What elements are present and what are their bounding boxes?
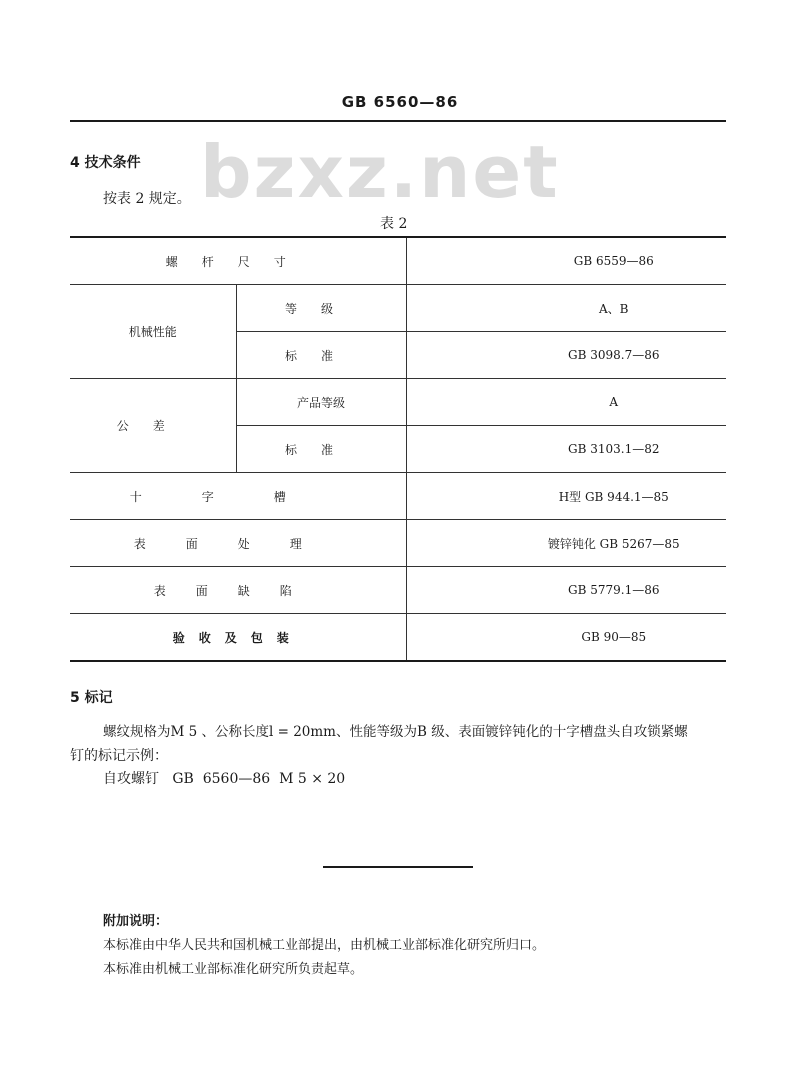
row-value: GB 3103.1—82 — [406, 426, 726, 473]
row-value: H型 GB 944.1—85 — [406, 473, 726, 520]
spec-table — [70, 236, 726, 662]
row-sublabel: 产品等级 — [236, 379, 406, 426]
row-value: GB 6559—86 — [406, 237, 726, 285]
row-sublabel: 等级 — [236, 285, 406, 332]
watermark: bzxz.net — [200, 130, 560, 214]
table-row — [70, 520, 726, 567]
table-row — [70, 473, 726, 520]
table-row — [70, 567, 726, 614]
row-sublabel: 标准 — [236, 426, 406, 473]
footer-rule — [323, 866, 473, 868]
table-row — [70, 237, 726, 285]
section-5-heading: 5 标记 — [70, 690, 113, 706]
row-value: GB 90—85 — [406, 614, 726, 662]
row-value: 镀锌钝化 GB 5267—85 — [406, 520, 726, 567]
row-value: A、B — [406, 285, 726, 332]
notes-title: 附加说明： — [103, 914, 169, 929]
section-4-text: 按表 2 规定。 — [103, 191, 191, 207]
row-value: GB 5779.1—86 — [406, 567, 726, 614]
header-rule — [70, 120, 726, 122]
marking-example: 自攻螺钉 GB 6560—86 M 5 × 20 — [103, 771, 346, 787]
table-row — [70, 379, 726, 426]
notes-line1: 本标准由中华人民共和国机械工业部提出，由机械工业部标准化研究所归口。 — [103, 938, 546, 953]
row-label: 十字槽 — [70, 473, 406, 520]
table-caption: 表 2 — [380, 216, 408, 232]
table-row — [70, 285, 726, 332]
document-code: GB 6560—86 — [341, 93, 459, 111]
row-label: 螺杆尺寸 — [70, 237, 406, 285]
row-label: 验收及包装 — [70, 614, 406, 662]
table-row — [70, 614, 726, 662]
section-5-line1: 螺纹规格为M 5 、公称长度l = 20mm、性能等级为B 级、表面镀锌钝化的十字槽盘头自攻锁紧螺 — [103, 724, 688, 740]
row-label: 表面缺陷 — [70, 567, 406, 614]
section-4-heading: 4 技术条件 — [70, 155, 141, 171]
row-label: 机械性能 — [70, 285, 236, 379]
row-value: A — [406, 379, 726, 426]
notes-line2: 本标准由机械工业部标准化研究所负责起草。 — [103, 962, 364, 977]
row-sublabel: 标准 — [236, 332, 406, 379]
section-5-line2: 钉的标记示例： — [70, 748, 168, 764]
row-label: 公差 — [70, 379, 236, 473]
row-label: 表面处理 — [70, 520, 406, 567]
row-value: GB 3098.7—86 — [406, 332, 726, 379]
